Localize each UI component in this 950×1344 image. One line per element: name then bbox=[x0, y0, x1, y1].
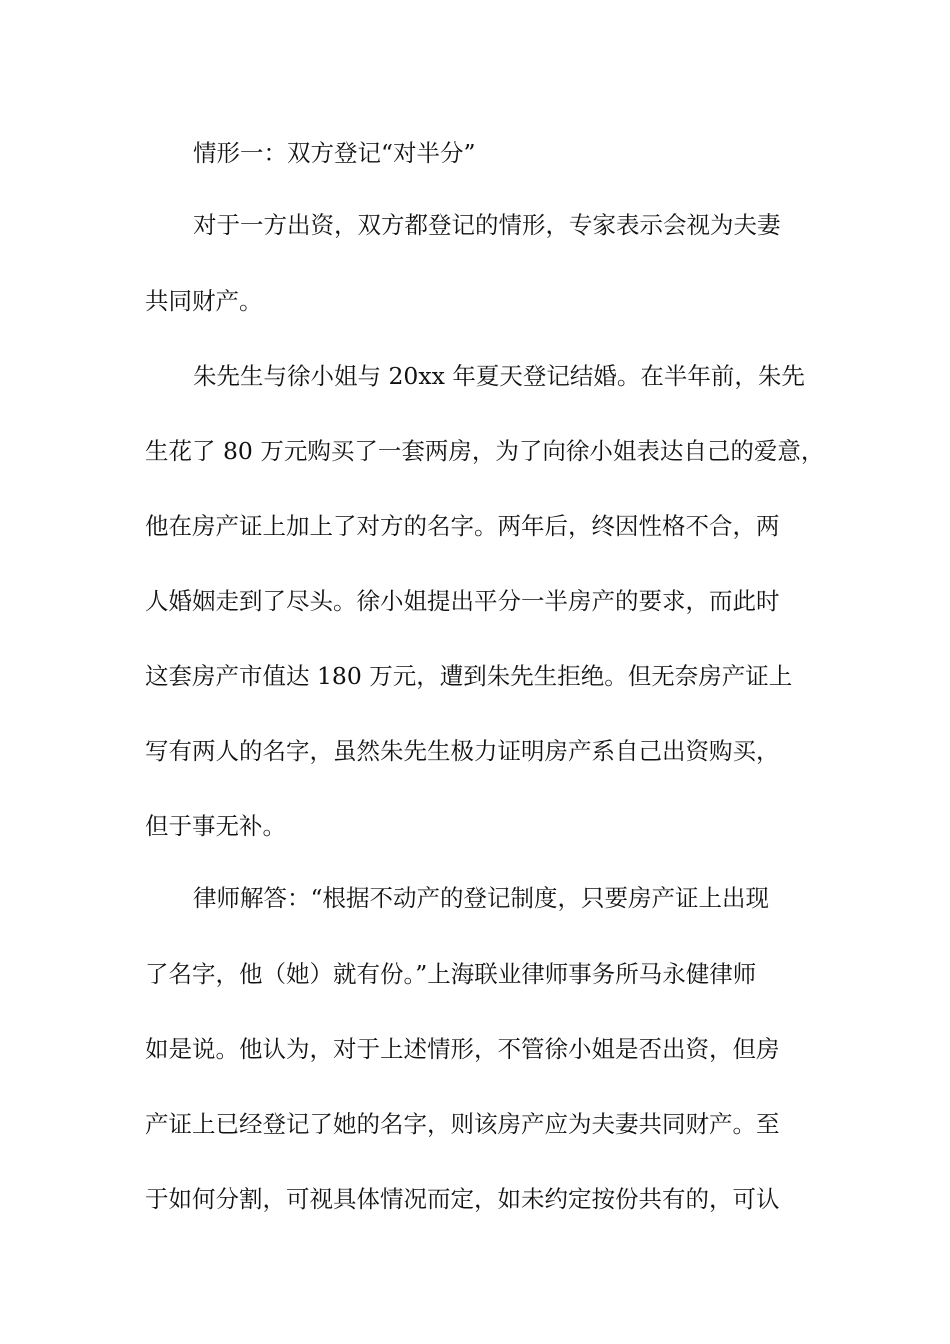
paragraph-line: 了名字，他（她）就有份。”上海联业律师事务所马永健律师 bbox=[145, 960, 757, 988]
paragraph-line: 如是说。他认为，对于上述情形，不管徐小姐是否出资，但房 bbox=[145, 1035, 780, 1063]
paragraph-line: 写有两人的名字，虽然朱先生极力证明房产系自己出资购买， bbox=[145, 737, 780, 765]
paragraph-line: 共同财产。 bbox=[145, 287, 263, 315]
paragraph-line: 但于事无补。 bbox=[145, 812, 286, 840]
paragraph-line: 朱先生与徐小姐与 20xx 年夏天登记结婚。在半年前，朱先 bbox=[193, 362, 805, 390]
paragraph-line: 于如何分割，可视具体情况而定，如未约定按份共有的，可认 bbox=[145, 1185, 780, 1213]
paragraph-line: 产证上已经登记了她的名字，则该房产应为夫妻共同财产。至 bbox=[145, 1110, 780, 1138]
paragraph-line: 对于一方出资，双方都登记的情形，专家表示会视为夫妻 bbox=[193, 211, 781, 239]
paragraph-line: 人婚姻走到了尽头。徐小姐提出平分一半房产的要求，而此时 bbox=[145, 587, 780, 615]
section-heading: 情形一：双方登记“对半分” bbox=[193, 139, 476, 167]
paragraph-line: 他在房产证上加上了对方的名字。两年后，终因性格不合，两 bbox=[145, 512, 780, 540]
paragraph-line: 律师解答：“根据不动产的登记制度，只要房产证上出现 bbox=[193, 884, 770, 912]
paragraph-line: 生花了 80 万元购买了一套两房，为了向徐小姐表达自己的爱意， bbox=[145, 437, 825, 465]
paragraph-line: 这套房产市值达 180 万元，遭到朱先生拒绝。但无奈房产证上 bbox=[145, 662, 793, 690]
